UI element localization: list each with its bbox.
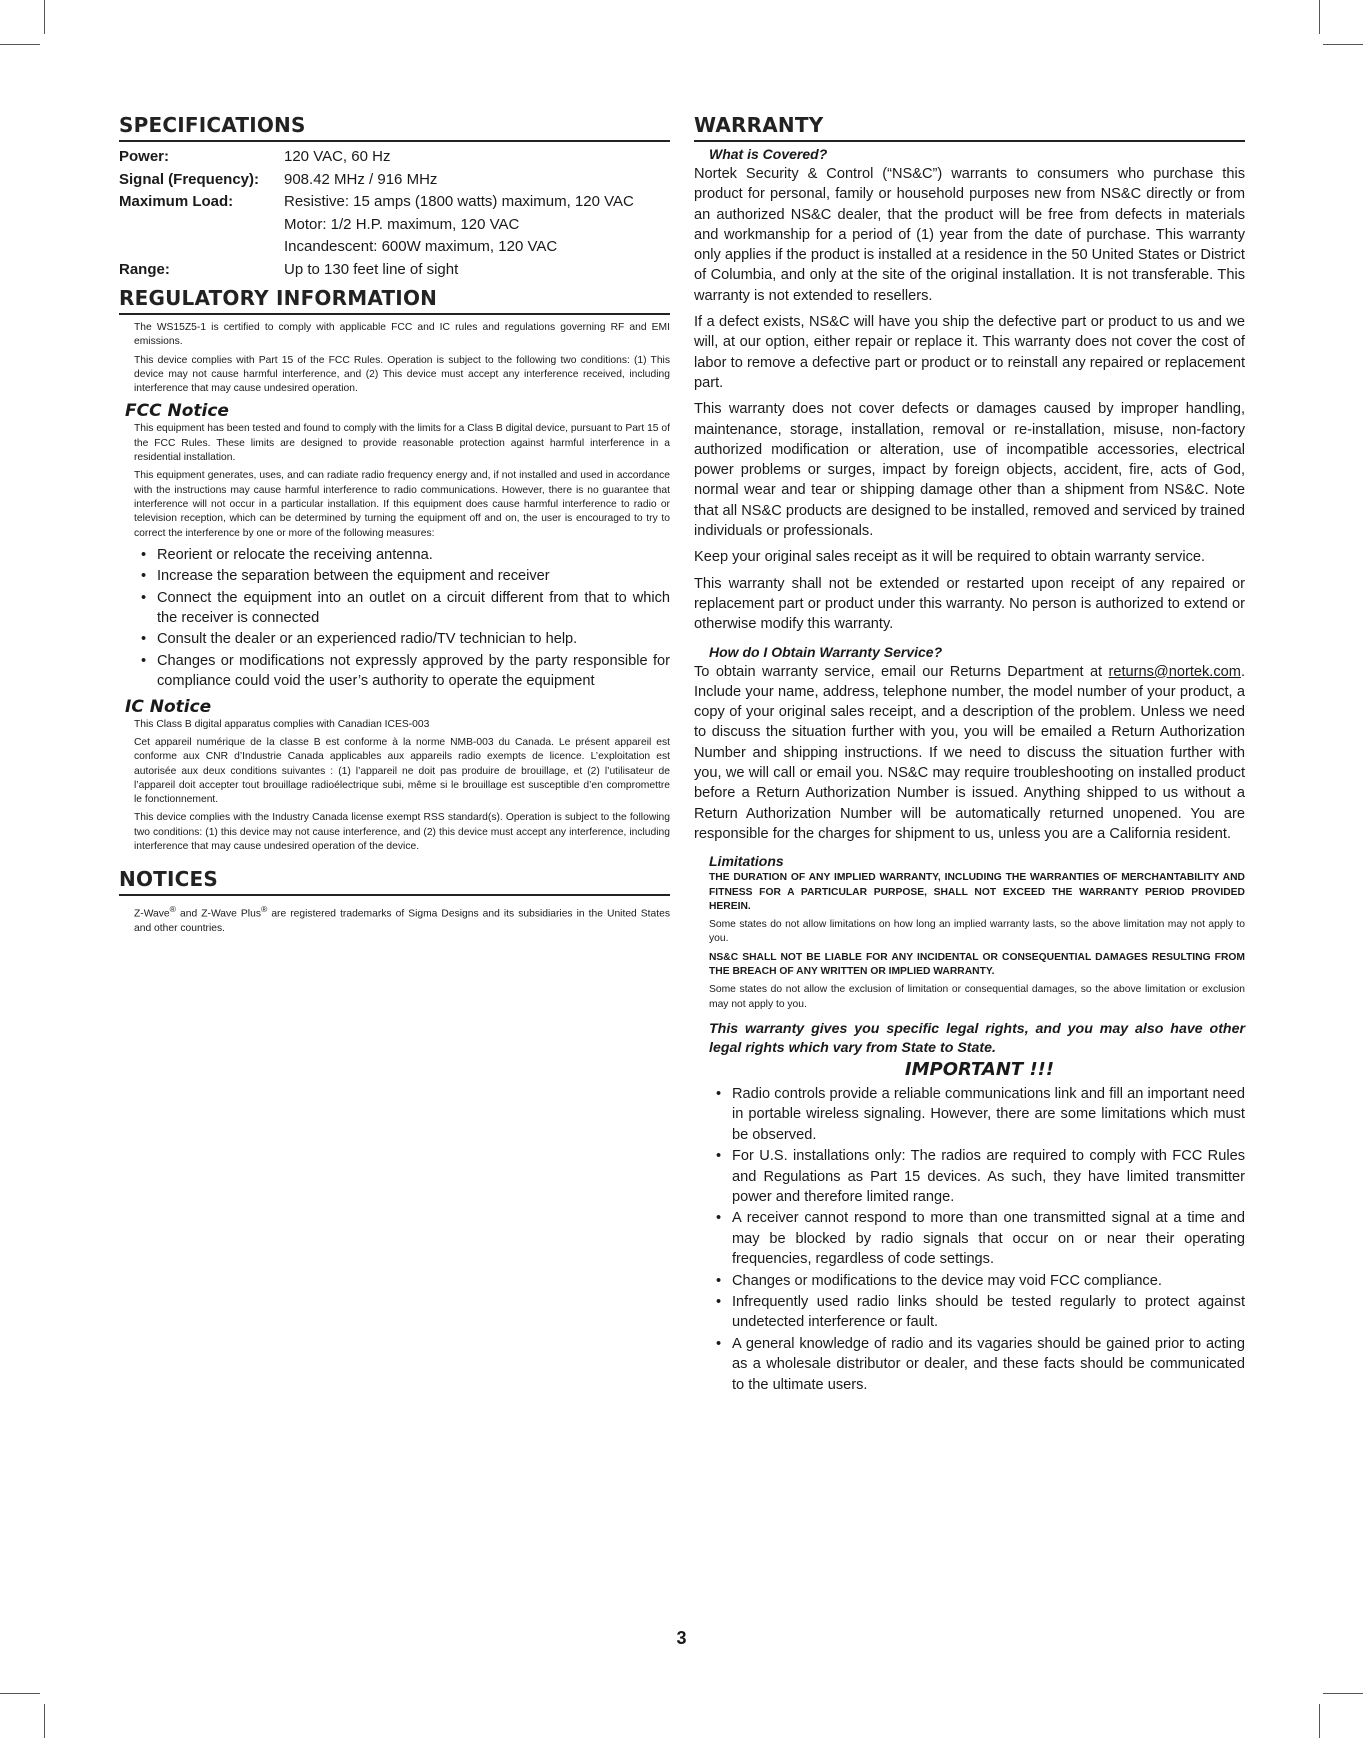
list-item: • A receiver cannot respond to more than one transmitted signal at a time and may be blocked by radio signals that occur on or near their operating frequencies, regardless of code settings.: [716, 1208, 1245, 1269]
crop-mark: [0, 1693, 40, 1694]
crop-mark: [1323, 1693, 1363, 1694]
crop-mark: [0, 44, 40, 45]
page-number: 3: [676, 1628, 687, 1648]
trademark-notice: [134, 902, 670, 936]
list-item: • Changes or modifications not expressly approved by the party responsible for compliance could void the user’s authority to operate the equipment: [141, 651, 670, 692]
registered-mark: ®: [169, 904, 176, 915]
list-item: • Infrequently used radio links should be tested regularly to protect against undetected interference or fault.: [716, 1292, 1245, 1333]
spec-value: 120 VAC, 60 Hz: [284, 148, 391, 165]
list-item: • For U.S. installations only: The radios are required to comply with FCC Rules and Regulations as Part 15 devices. As such, they have limited transmitter power and therefore limited range.: [716, 1146, 1245, 1207]
warranty-paragraph: Nortek Security & Control (“NS&C”) warrants to consumers who purchase this product for personal, family or household purposes new from NS&C directly or from an authorized NS&C dealer, that the product will be free from defects in materials and workmanship for a period of (1) year from the date of purchase. This warranty only applies if the product is installed at a residence in the 50 United States or District of Columbia, and only at the site of the original installation. It is not transferable. This warranty is not extended to resellers.: [694, 166, 1245, 304]
list-item: • A general knowledge of radio and its vagaries should be gained prior to acting as a wholesale distributor or dealer, and these facts should be communicated to the ultimate users.: [716, 1334, 1245, 1395]
warranty-heading: WARRANTY: [694, 112, 1245, 142]
spec-value-group: [284, 191, 670, 259]
list-item: • Increase the separation between the equipment and receiver: [141, 566, 670, 586]
spec-value: 908.42 MHz / 916 MHz: [284, 170, 438, 188]
warranty-paragraph: Keep your original sales receipt as it will be required to obtain warranty service.: [694, 549, 1206, 566]
list-item: • Consult the dealer or an experienced radio/TV technician to help.: [141, 629, 670, 649]
left-column: [119, 112, 670, 940]
limitations-heading: Limitations: [709, 853, 784, 870]
zwave-plus-text: and Z-Wave Plus: [176, 908, 261, 920]
fcc-measures-list: [119, 545, 670, 692]
fcc-paragraph: This equipment generates, uses, and can radiate radio frequency energy and, if not installed and used in accordance with the instructions may cause harmful interference to radio communications. However, there is no guarantee that interference will not occur in a particular installation. If this equipment does cause harmful interference to radio or television reception, which can be determined by turning the equipment off and on, the user is encouraged to try to correct the interference by one or more of the following measures:: [134, 470, 670, 539]
regulatory-heading: REGULATORY INFORMATION: [119, 285, 670, 315]
important-heading: IMPORTANT !!!: [904, 1058, 1055, 1080]
what-is-covered-heading: What is Covered?: [709, 146, 828, 162]
crop-mark: [44, 1704, 45, 1738]
trademark-rest: are registered trademarks of Sigma Designs and its subsidiaries in the United States and other countries.: [134, 908, 670, 935]
spec-value: Motor: 1/2 H.P. maximum, 120 VAC: [284, 215, 520, 233]
limitations-text: Some states do not allow limitations on how long an implied warranty lasts, so the above limitation may not apply to you.: [709, 919, 1245, 945]
spec-label: Signal (Frequency):: [119, 170, 260, 188]
warranty-service-heading: How do I Obtain Warranty Service?: [709, 643, 943, 660]
spec-value: Resistive: 15 amps (1800 watts) maximum, 120 VAC: [284, 193, 634, 210]
spec-value: Up to 130 feet line of sight: [284, 260, 459, 278]
ic-paragraph: This device complies with the Industry Canada license exempt RSS standard(s). Operation is subject to the following two conditions: (1) this device may not cause interference, and (2) this device must accept any interference, including interference that may cause undesired operation of the device.: [134, 812, 670, 853]
warranty-paragraph: This warranty shall not be extended or restarted upon receipt of any repaired or replacement part or product under this warranty. No person is authorized to extend or otherwise modify this warranty.: [694, 575, 1245, 633]
spec-row-signal: [119, 169, 670, 192]
specifications-heading: SPECIFICATIONS: [119, 112, 670, 142]
list-item: • Changes or modifications to the device may void FCC compliance.: [716, 1271, 1245, 1291]
fcc-notice-body: [119, 422, 670, 540]
regulatory-paragraph: The WS15Z5-1 is certified to comply with applicable FCC and IC rules and regulations governing RF and EMI emissions.: [134, 322, 670, 348]
service-text: To obtain warranty service, email our Returns Department at: [694, 663, 1109, 680]
warranty-paragraph: If a defect exists, NS&C will have you ship the defective part or product to us and we will, at our option, either repair or replace it. This warranty does not cover the cost of labor to remove a defective part or product or to reinstall any repaired or replacement part.: [694, 314, 1245, 391]
regulatory-body: [119, 321, 670, 396]
fcc-paragraph: This equipment has been tested and found to comply with the limits for a Class B digital device, pursuant to Part 15 of the FCC Rules. These limits are designed to provide reasonable protection against harmful interference in a residential installation.: [134, 423, 670, 464]
warranty-paragraph: This warranty does not cover defects or damages caused by improper handling, maintenance, storage, installation, removal or re-installation, misuse, non-factory authorized modification or alteration, use of incompatible accessories, electrical power problems or surges, impact by foreign objects, accident, fire, acts of God, normal wear and tear or shipping damage other than a shipment from NS&C. Note that all NS&C products are designed to be installed, removed and serviced by trained individuals or professionals.: [694, 401, 1245, 540]
crop-mark: [44, 0, 45, 34]
limitations-caps: NS&C SHALL NOT BE LIABLE FOR ANY INCIDENTAL OR CONSEQUENTIAL DAMAGES RESULTING FROM THE BREACH OF ANY WRITTEN OR IMPLIED WARRANTY.: [709, 951, 1245, 977]
returns-email-link[interactable]: returns@nortek.com: [1108, 663, 1241, 680]
notices-heading: NOTICES: [119, 866, 670, 896]
spec-label: Range:: [119, 260, 170, 278]
list-item: • Reorient or relocate the receiving antenna.: [141, 545, 670, 565]
fcc-notice-heading: FCC Notice: [125, 401, 229, 422]
crop-mark: [1323, 44, 1363, 45]
spec-row-power: [119, 146, 670, 169]
regulatory-paragraph: This device complies with Part 15 of the FCC Rules. Operation is subject to the following two conditions: (1) This device may not cause harmful interference, and (2) This device must accept any interference received, including interference that may cause undesired operation.: [134, 354, 670, 395]
spec-label: Maximum Load:: [119, 193, 234, 210]
ic-notice-body: [119, 718, 670, 855]
service-text: . Include your name, address, telephone number, the model number of your product, a copy of your original sales receipt, and a description of the problem. Unless we need to discuss the situation further with you, you will be emailed a Return Authorization Number and shipping instructions. If we need to discuss the situation further with you, we will call or email you. NS&C may require troubleshooting on installed product before a Return Authorization Number is issued. Anything shipped to us without a Return Authorization Number will be automatically returned unopened. You are responsible for the charges for shipment to us, unless you are a California resident.: [694, 663, 1245, 842]
ic-notice-heading: IC Notice: [125, 696, 212, 717]
zwave-text: Z-Wave: [134, 908, 170, 920]
limitations-caps: THE DURATION OF ANY IMPLIED WARRANTY, INCLUDING THE WARRANTIES OF MERCHANTABILITY AND FITNESS FOR A PARTICULAR PURPOSE, SHALL NOT EXCEED THE WARRANTY PERIOD PROVIDED HEREIN.: [709, 872, 1245, 912]
spec-label: Power:: [119, 148, 170, 165]
spec-row-range: [119, 259, 670, 282]
ic-paragraph: Cet appareil numérique de la classe B est conforme à la norme NMB-003 du Canada. Le présent appareil est conforme aux CNR d’Industrie Canada applicables aux appareils radio exempts de licence. L’exploitation est autorisée aux deux conditions suivantes : (1) l’appareil ne doit pas produire de brouillage, et (2) l’utilisateur de l’appareil doit accepter tout brouillage radioélectrique subi, même si le brouillage est susceptible d’en compromettre le fonctionnement.: [134, 737, 670, 806]
spec-row-max-load: [119, 191, 670, 259]
registered-mark: ®: [260, 904, 268, 915]
spec-value: Incandescent: 600W maximum, 120 VAC: [284, 238, 558, 255]
list-item: • Connect the equipment into an outlet on a circuit different from that to which the receiver is connected: [141, 588, 670, 629]
limitations-text: Some states do not allow the exclusion of limitation or consequential damages, so the above limitation or exclusion may not apply to you.: [709, 984, 1245, 1010]
ic-paragraph: This Class B digital apparatus complies with Canadian ICES-003: [134, 718, 430, 730]
warranty-service-paragraph: [694, 662, 1245, 845]
notices-body: [119, 902, 670, 936]
important-list: [694, 1084, 1245, 1395]
legal-rights-statement: This warranty gives you specific legal rights, and you may also have other legal rights which vary from State to State.: [709, 1020, 1245, 1056]
crop-mark: [1319, 0, 1320, 34]
spec-table: [119, 146, 670, 281]
right-column: [694, 112, 1245, 1396]
crop-mark: [1319, 1704, 1320, 1738]
list-item: • Radio controls provide a reliable communications link and fill an important need in portable wireless signaling. However, there are some limitations which must be observed.: [716, 1084, 1245, 1145]
